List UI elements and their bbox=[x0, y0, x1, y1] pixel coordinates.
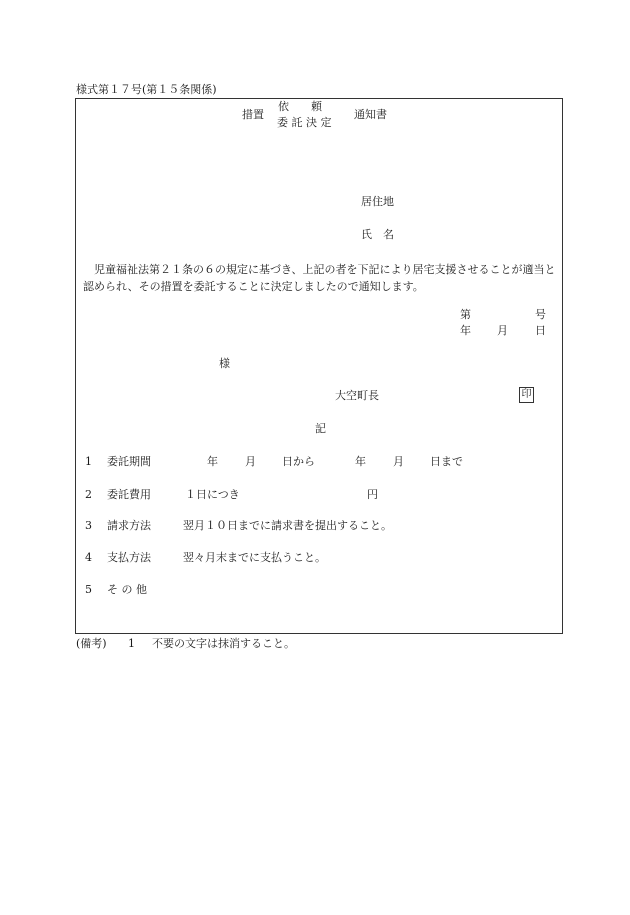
issuer-title: 大空町長 bbox=[335, 389, 379, 402]
seal-mark: 印 bbox=[519, 387, 534, 403]
item-4-number: 4 bbox=[85, 551, 92, 564]
date-year: 年 bbox=[460, 324, 471, 337]
item-4-text: 翌々月末までに支払うこと。 bbox=[183, 551, 326, 564]
item-1-year-from: 年 bbox=[207, 455, 218, 468]
title-prefix: 措置 bbox=[242, 108, 264, 121]
item-1-label: 委託期間 bbox=[107, 455, 151, 468]
item-5-label: そ の 他 bbox=[107, 583, 147, 596]
date-day: 日 bbox=[535, 324, 546, 337]
item-1-month-to: 月 bbox=[393, 455, 404, 468]
item-1-year-to: 年 bbox=[355, 455, 366, 468]
item-5-number: 5 bbox=[85, 583, 92, 596]
ki-heading: 記 bbox=[315, 422, 326, 435]
name-label: 氏 名 bbox=[361, 228, 394, 241]
item-3-number: 3 bbox=[85, 519, 92, 532]
note-label: (備考) bbox=[76, 637, 107, 650]
form-number: 様式第１７号(第１５条関係) bbox=[76, 83, 217, 96]
item-2-number: 2 bbox=[85, 488, 92, 501]
item-2-unit: 円 bbox=[367, 488, 378, 501]
item-1-number: 1 bbox=[85, 455, 92, 468]
recipient-suffix: 様 bbox=[219, 357, 230, 370]
item-4-label: 支払方法 bbox=[107, 551, 151, 564]
item-1-day-to: 日まで bbox=[430, 455, 463, 468]
doc-number-suffix: 号 bbox=[535, 308, 546, 321]
item-1-day-from: 日から bbox=[282, 455, 315, 468]
body-paragraph: 児童福祉法第２１条の６の規定に基づき、上記の者を下記により居宅支援させることが適当と認められ、その措置を委託することに決定しましたので通知します。 bbox=[83, 263, 556, 293]
note-text: 不要の文字は抹消すること。 bbox=[152, 637, 295, 650]
date-month: 月 bbox=[497, 324, 508, 337]
title-suffix: 通知書 bbox=[354, 108, 387, 121]
item-1-month-from: 月 bbox=[245, 455, 256, 468]
title-option-request: 依 頼 bbox=[278, 100, 322, 113]
item-2-label: 委託費用 bbox=[107, 488, 151, 501]
residence-label: 居住地 bbox=[361, 195, 394, 208]
item-3-text: 翌月１０日までに請求書を提出すること。 bbox=[183, 519, 392, 532]
item-2-per-day: １日につき bbox=[185, 488, 240, 501]
title-option-consignment: 委 託 決 定 bbox=[277, 116, 332, 129]
note-number: 1 bbox=[128, 637, 135, 650]
item-3-label: 請求方法 bbox=[107, 519, 151, 532]
doc-number-prefix: 第 bbox=[460, 308, 471, 321]
